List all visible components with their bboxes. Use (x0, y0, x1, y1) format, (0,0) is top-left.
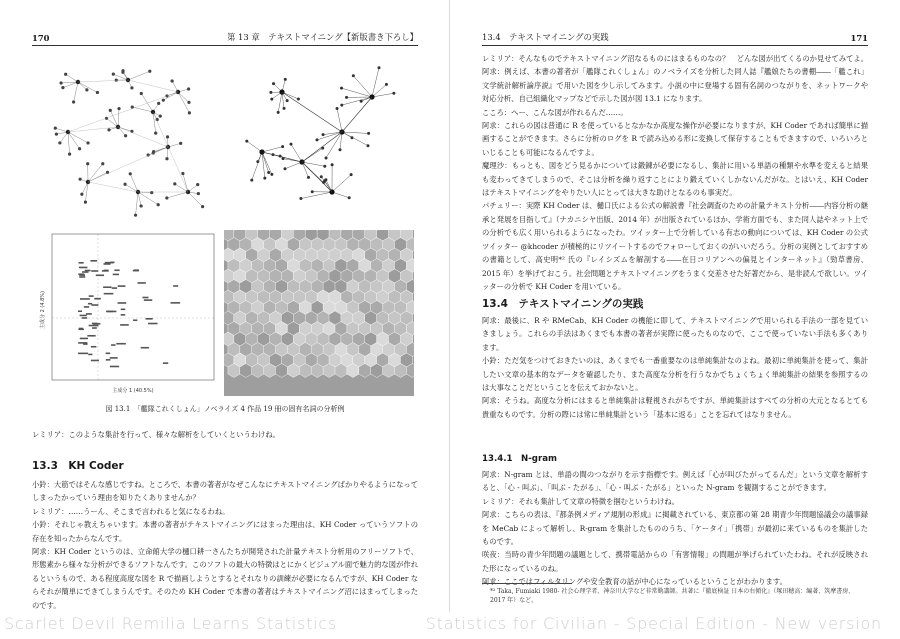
scatter-point-label (110, 262, 114, 264)
network-node (156, 118, 159, 121)
self-organizing-map-figure (224, 230, 414, 396)
scatter-point-label (116, 343, 126, 345)
paragraph: 咲夜：当時の青少年問題の議題として、携帯電話からの「有害情報」の問題が挙げられていたわね。それが反映された形になっているのね。 (482, 550, 868, 573)
scatter-point-label (92, 327, 97, 329)
correspondence-scatter-svg (38, 230, 218, 396)
scatter-point-label (107, 311, 116, 313)
network-edge (68, 92, 178, 132)
scatter-point-label (106, 359, 111, 361)
paragraph: 阿求：そうね。高度な分析にはまると単純集計は軽視されがちですが、単純集計はすべての分析の大元となるとても貴重なものです。分析の際には常に単純集計という「基本に返る」ことを忘れてはなりません。 (482, 396, 868, 419)
network-node (360, 100, 363, 103)
network-node (78, 147, 81, 150)
left-text-bottom (32, 478, 418, 612)
network-node (121, 69, 124, 72)
network-node (245, 140, 248, 143)
scatter-point-label (146, 318, 153, 320)
network-edge (341, 88, 372, 97)
paragraph: 阿求：これらの図は普通に R を使っているとなかなか高度な操作が必要になりますが、KH Coder であれば簡単に描画することができます。さらに分析のログを R で読み込める形に変換して保存することもできますので、いろいろといじることも可能になるんですよ。 (482, 121, 868, 157)
network-node (148, 70, 151, 73)
scatter-point-label (79, 276, 85, 278)
network-edge (353, 76, 372, 97)
network-node (352, 74, 355, 77)
network-edge (372, 68, 379, 97)
scatter-point-label (137, 282, 145, 284)
scatter-point-label (110, 366, 119, 368)
scatter-point-label (80, 315, 87, 317)
scatter-point-label (91, 304, 98, 306)
network-node (392, 92, 395, 95)
left-page-number: 170 (32, 33, 50, 43)
network-edge (88, 182, 138, 192)
network-edge (317, 132, 342, 140)
network-node (84, 201, 87, 204)
network-edge (154, 147, 168, 152)
paragraph: レミリア：……うーん、そこまで言われると気になるわね。 (32, 506, 230, 516)
scatter-point-label (78, 310, 82, 312)
scatter-point-label (90, 260, 97, 262)
right-text-top (482, 52, 868, 293)
network-node (281, 145, 284, 148)
network-edge (291, 144, 302, 162)
network-edge (78, 80, 128, 82)
network-node (85, 88, 88, 91)
network-edge (337, 108, 342, 132)
scatter-point-label (163, 362, 168, 364)
network-node (55, 133, 58, 136)
network-edge (262, 147, 283, 152)
network-node (250, 179, 253, 182)
network-node (331, 163, 334, 166)
section-title-kh-coder: 13.3 KH Coder (32, 460, 124, 472)
scatter-point-label (144, 299, 152, 301)
network-graph-1-svg (38, 52, 216, 222)
scatter-point-label (93, 323, 101, 325)
scatter-point-label (79, 274, 85, 276)
network-node (340, 87, 343, 90)
network-node (269, 91, 272, 94)
network-node (130, 86, 133, 89)
network-node (59, 81, 62, 84)
scatter-ylabel: 主成分 2 (4.8%) (40, 291, 46, 329)
scatter-frame (52, 234, 214, 380)
scatter-point-label (79, 267, 87, 269)
network-edge (285, 162, 302, 169)
network-node (336, 107, 339, 110)
network-edge (301, 192, 332, 199)
scatter-point-label (173, 285, 178, 287)
paragraph: 阿求：最後に、R や RMeCab、KH Coder の機能に即して、テキストマイニングで用いられる手法の一部を見ていきましょう。これらの手法はあくまでも本書の著者が実際に使ったものなので、ここで使っていない手法も多くあります。 (482, 316, 868, 352)
scatter-point-label (91, 360, 99, 362)
scatter-point-label (88, 303, 92, 305)
network-edge (132, 107, 153, 112)
scatter-point-label (85, 270, 91, 272)
network-node (157, 102, 160, 105)
scatter-point-label (78, 342, 87, 344)
network-node (165, 157, 168, 160)
network-node (150, 191, 153, 194)
paragraph: 小鈴：それじゃ教えちゃいます。本書の著者がテキストマイニングにはまった理由は、KH Coder っていうソフトの存在を知ったからなんです。 (32, 520, 418, 543)
scatter-point-label (80, 338, 88, 340)
network-node (54, 127, 57, 130)
network-node (61, 86, 64, 89)
scatter-point-label (96, 275, 104, 277)
network-node (345, 96, 348, 99)
network-node (307, 176, 310, 179)
network-node (86, 162, 89, 165)
network-edge (247, 141, 262, 152)
network-graph-figure-2 (222, 52, 414, 222)
network-node (283, 107, 286, 110)
scatter-point-label (84, 306, 89, 308)
network-node (277, 111, 280, 114)
network-node (124, 134, 127, 137)
network-edge (130, 174, 138, 192)
scatter-point-label (148, 323, 157, 325)
right-text-bottom (482, 468, 868, 589)
network-edge (332, 192, 349, 198)
scatter-point-label (121, 314, 126, 316)
scatter-point-label (121, 309, 126, 311)
network-node (157, 203, 160, 206)
network-node (315, 138, 318, 141)
network-node (159, 114, 162, 117)
network-edge (136, 192, 138, 215)
network-edge (342, 132, 369, 133)
network-edge (188, 192, 203, 207)
banner-left-title: Scarlet Devil Remilia Learns Statistics (4, 614, 338, 633)
network-node (311, 190, 314, 193)
network-node (338, 148, 341, 151)
scatter-point-label (89, 295, 94, 297)
network-edge (128, 80, 178, 92)
scatter-xlabel: 主成分 1 (40.5%) (112, 388, 154, 394)
network-edge (118, 109, 119, 127)
scatter-point-label (118, 302, 127, 304)
left-text-top (32, 428, 418, 441)
network-node (322, 133, 325, 136)
scatter-point-label (82, 317, 87, 319)
network-node (297, 97, 300, 100)
right-page-number: 171 (850, 33, 868, 43)
paragraph: 阿求：こちらの表は、『都条例メディア規制の形成』に掲載されている、東京都の第 28 期青少年問題協議会の議事録を MeCab によって解析し、R-gram を集計したもののうち、「ケータイ」「携帯」が最初に来ているものを集計したものです。 (482, 510, 868, 547)
network-node (272, 82, 275, 85)
scatter-point-label (120, 324, 129, 326)
scatter-point-label (111, 344, 116, 346)
network-node (350, 173, 353, 176)
network-node (284, 78, 287, 81)
scatter-point-label (133, 270, 139, 272)
scatter-point-label (87, 335, 95, 337)
network-node (179, 142, 182, 145)
network-edge (178, 92, 189, 102)
network-node (96, 91, 99, 94)
network-node (101, 162, 104, 165)
scatter-point-label (94, 298, 99, 300)
paragraph: こころ：へー、こんな図が作れるんだ……。 (482, 107, 628, 117)
paragraph: 阿求：ここではフィルタリングや安全教育の話が中心になっているということがわかります。 (482, 577, 787, 587)
paragraph: 小鈴：大筋ではそんな感じですね。ところで、本書の著者がなぜこんなにテキストマイニングばかりやるようになってしまったかっていう理由を知りたくありませんか？ (32, 480, 418, 503)
network-node (109, 109, 112, 112)
network-node (154, 132, 157, 135)
network-node (323, 165, 326, 168)
figure-caption: 図 13.1 「艦隊これくしょん」ノベライズ 4 作品 19 冊の固有名詞の分析例 (105, 405, 345, 413)
network-edge (262, 152, 302, 162)
scatter-point-label (91, 346, 97, 348)
right-section-header: 13.4 テキストマイニングの実践 (482, 32, 609, 42)
correspondence-scatter-figure (38, 230, 218, 396)
paragraph: レミリア：そんなものでテキストマイニング沼なるものにはまるものなの？ どんな図が出てくるのか見せてみてよ。 (482, 54, 869, 63)
network-node (270, 173, 273, 176)
network-node (129, 172, 132, 175)
network-edge (68, 132, 80, 149)
network-node (181, 172, 184, 175)
scatter-point-label (103, 286, 111, 288)
network-edge (302, 162, 332, 192)
network-node (117, 107, 120, 110)
scatter-point-label (102, 270, 109, 272)
scatter-point-label (112, 287, 117, 289)
network-edge (68, 132, 70, 154)
paragraph: レミリア：それも集計して文章の特徴を掴むというわけね。 (482, 496, 680, 506)
network-node (367, 132, 370, 135)
right-running-head (482, 32, 868, 46)
subsection-title-ngram: 13.4.1 N-gram (482, 454, 557, 464)
paragraph: 阿求：KH Coder というのは、立命館大学の樋口耕一さんたちが開発された計量テキスト分析用のフリーソフトで、形態素から様々な分析ができるソフトなんです。このソフトの最大の特徴はとにかくビジュアル面で魅力的な図が作れるというもので、ある程度高度な図を R で描画しようとするとそれなりの訓練が必要になるんですが、KH Coder ならそれが簡単にできてしまうんです。そのため KH Coder で本書の著者はテキストマイニング沼にはまってしまったのです。 (32, 547, 418, 610)
scatter-point-label (82, 271, 88, 273)
network-graph-2-svg (222, 52, 414, 222)
network-edge (141, 93, 153, 112)
network-node (72, 100, 75, 103)
right-page (450, 0, 900, 612)
network-edge (262, 152, 272, 174)
network-edge (153, 112, 188, 192)
network-edge (88, 164, 103, 182)
network-node (165, 196, 168, 199)
network-node (366, 144, 369, 147)
network-node (340, 104, 343, 107)
network-node (289, 143, 292, 146)
scatter-point-label (118, 285, 126, 287)
network-node (299, 197, 302, 200)
network-edge (282, 92, 342, 132)
paragraph: パチュリー：実際 KH Coder は、樋口氏による公式の解説書『社会調査のための計量テキスト分析――内容分析の継承と発展を目指して』（ナカニシヤ出版、2014 年）が出版されているほか、学術方面でも、また同人誌やネット上での分析でも広く用いられるようになったわ。ツイッター上で分析している有志の動向については、KH Coder の公式ツイッター @khcoder が積極的にリツイートするのでフォローしておくのがいいだろう。分析の実例としておすすめの書籍として、高史明*² 氏の『レイシズムを解剖する――在日コリアンへの偏見とインターネット』（勁草書房、2015 年）を挙げておこう。社会問題とテキストマイニングをうまく交差させた好著だから、是非読んで欲しい。ツイッターの分析で KH Coder を用いている。 (482, 201, 868, 291)
network-node (68, 152, 71, 155)
network-node (140, 92, 143, 95)
scatter-point-label (91, 270, 98, 272)
network-node (80, 193, 83, 196)
network-edge (278, 92, 282, 112)
network-node (188, 111, 191, 114)
section-title-text-mining-practice: 13.4 テキストマイニングの実践 (482, 298, 644, 310)
network-node (197, 192, 200, 195)
network-graph-figure-1 (38, 52, 216, 222)
scatter-point-label (88, 354, 92, 356)
network-node (385, 83, 388, 86)
network-node (173, 182, 176, 185)
network-node (58, 141, 61, 144)
scatter-point-label (89, 325, 99, 327)
footnote-rule (482, 583, 572, 584)
network-edge (282, 92, 298, 99)
network-node (162, 99, 165, 102)
network-node (140, 204, 143, 207)
scatter-point-label (78, 328, 83, 330)
network-edge (128, 71, 150, 80)
left-chapter-header: 第 13 章 テキストマイニング【新版書き下ろし】 (226, 32, 418, 42)
network-node (123, 183, 126, 186)
network-node (64, 73, 67, 76)
scatter-point-label (106, 353, 111, 355)
network-node (201, 205, 204, 208)
scatter-point-label (133, 319, 137, 321)
network-edge (252, 152, 262, 180)
network-node (187, 101, 190, 104)
network-node (115, 79, 118, 82)
paragraph: 小鈴：ただ気をつけておきたいのは、あくまでも一番重要なのは単純集計なのよね。最初に単純集計を使って、集計したい文章の基本的なデータを確認したり、また高度な分析を行うなかでちょくちょく単純集計の結果を参照するのは大事なことだということを伝えておかないと。 (482, 356, 868, 393)
network-edge (302, 132, 342, 162)
network-node (196, 183, 199, 186)
network-node (348, 196, 351, 199)
footnote: *² Taka, Fumiaki 1980- 社会心理学者、神奈川大学など非常勤講師。共著に『徹底検証 日本の右傾化』（塚田穂高：編著、筑摩書房、2017 年）など。 (490, 588, 855, 604)
network-edge (167, 192, 188, 198)
network-node (320, 175, 323, 178)
network-node (263, 177, 266, 180)
network-edge (110, 110, 118, 127)
network-node (134, 214, 137, 217)
self-organizing-map-svg (224, 230, 414, 396)
scatter-point-label (170, 302, 180, 304)
network-edge (88, 172, 108, 182)
network-node (267, 171, 270, 174)
network-edge (326, 132, 342, 158)
network-edge (332, 175, 351, 192)
scatter-point-label (78, 353, 88, 355)
network-node (284, 167, 287, 170)
scatter-point-label (142, 297, 148, 299)
scatter-point-label (114, 269, 119, 271)
paragraph: レミリア：このような集計を行って、様々な解析をしていくというわけね。 (32, 430, 280, 439)
network-node (377, 66, 380, 69)
left-running-head (32, 32, 418, 46)
network-node (324, 178, 327, 181)
network-node (325, 156, 328, 159)
scatter-point-label (110, 357, 118, 359)
network-node (350, 136, 353, 139)
paragraph: 阿求：N-gram とは、単語の間のつながりを示す指標です。例えば「心が叫びたがってるんだ」という文章を解析すると、「心 - 叫ぶ」、「叫ぶ - たがる」、「心 - 叫ぶ - たがる」といった N-gram を観測することができます。 (482, 470, 868, 493)
scatter-point-label (141, 347, 149, 349)
paragraph: 魔理沙：もっとも、図をどう見るかについては鍛錬が必要になるし、集計に用いる単語の種類や水準を変えると結果も変わってきてしまうので、そこは分析を繰り返すことにより鍛えていくしかないんだがな。とはいえ、KH Coder はテキストマイニングをやりたい人にとっては大きな助けとなるのも事実だ。 (482, 161, 868, 198)
left-page (0, 0, 450, 612)
network-edge (342, 97, 372, 132)
network-node (187, 87, 190, 90)
scatter-point-label (80, 298, 90, 300)
scatter-point-label (104, 293, 114, 295)
network-node (286, 99, 289, 102)
network-node (79, 178, 82, 181)
paragraph: 阿求：例えば、本書の著者が「艦隊これくしょん」のノベライズを分析した同人誌『艦娘たちの書棚――「艦これ」文学統計解析論序説』で用いた図を少し示してみます。小説の中に登場する固有名詞のつながりを、ネットワークや対応分析、自己組織化マップなどで示した図が図 13.1 になります。 (482, 67, 868, 104)
network-edge (74, 82, 78, 102)
network-node (86, 141, 89, 144)
right-text-middle (482, 314, 868, 421)
network-node (112, 73, 115, 76)
network-edge (138, 192, 158, 205)
network-edge (88, 147, 168, 182)
network-node (171, 79, 174, 82)
network-node (166, 135, 169, 138)
network-edge (68, 132, 88, 143)
banner-right-title: Statistics for Civilian - Special Edition - New version (425, 614, 882, 633)
network-node (107, 128, 110, 131)
network-node (270, 98, 273, 101)
network-edge (372, 93, 394, 97)
scatter-point-label (86, 313, 92, 315)
scatter-point-label (79, 262, 84, 264)
scatter-point-label (113, 274, 119, 276)
